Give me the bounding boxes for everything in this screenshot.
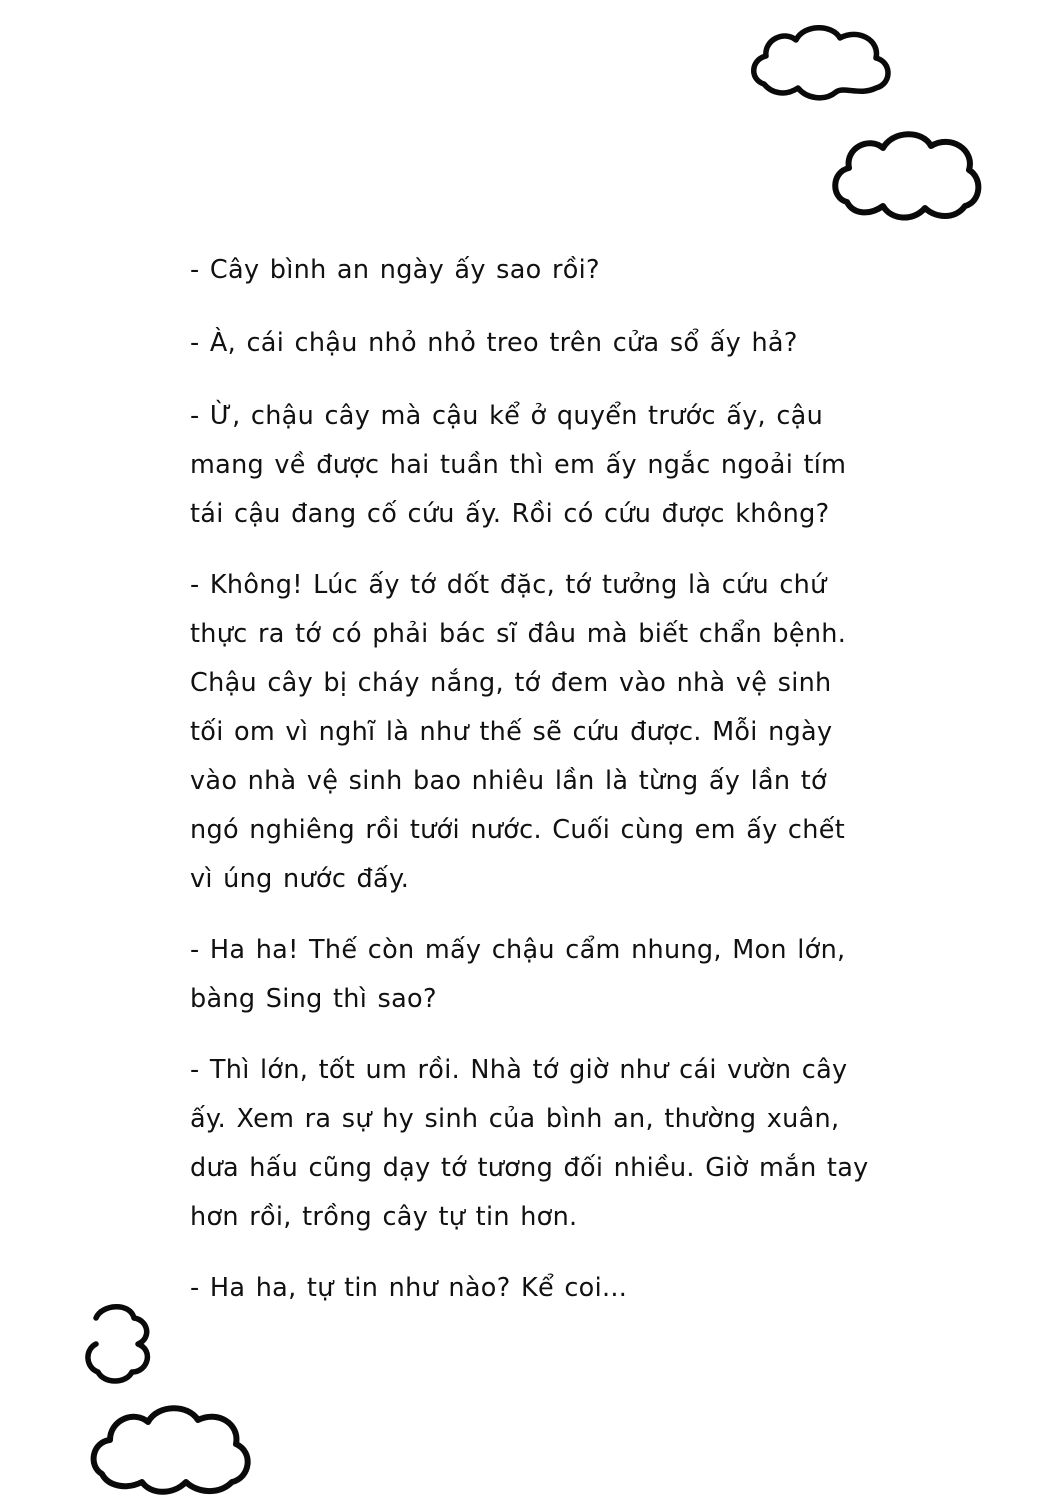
- paragraph: - Cây bình an ngày ấy sao rồi?: [190, 255, 600, 285]
- paragraph: - À, cái chậu nhỏ nhỏ treo trên cửa sổ ấy hả?: [190, 328, 798, 358]
- cloud-icon: [825, 128, 985, 240]
- cloud-icon: [78, 1300, 168, 1390]
- paragraph: - Không! Lúc ấy tớ dốt đặc, tớ tưởng là cứu chứ thực ra tớ có phải bác sĩ đâu mà biết chẩn bệnh. Chậu cây bị cháy nắng, tớ đem vào nhà vệ sinh tối om vì nghĩ là như thế sẽ cứu được. Mỗi ngày vào nhà vệ sinh bao nhiêu lần là từng ấy lần tớ ngó nghiêng rồi tưới nước. Cuối cùng em ấy chết vì úng nước đấy.: [190, 570, 857, 894]
- paragraph: - Ha ha, tự tin như nào? Kể coi...: [190, 1273, 628, 1303]
- cloud-icon: [740, 22, 900, 112]
- paragraph: - Ha ha! Thế còn mấy chậu cẩm nhung, Mon lớn, bàng Sing thì sao?: [190, 935, 856, 1014]
- page-body-text: [190, 246, 879, 1313]
- paragraph: - Thì lớn, tốt um rồi. Nhà tớ giờ như cái vườn cây ấy. Xem ra sự hy sinh của bình an, thường xuân, dưa hấu cũng dạy tớ tương đối nhiều. Giờ mắn tay hơn rồi, trồng cây tự tin hơn.: [190, 1055, 879, 1232]
- cloud-icon: [88, 1400, 258, 1510]
- paragraph: - Ừ, chậu cây mà cậu kể ở quyển trước ấy, cậu mang về được hai tuần thì em ấy ngắc ngoải tím tái cậu đang cố cứu ấy. Rồi có cứu được không?: [190, 401, 857, 529]
